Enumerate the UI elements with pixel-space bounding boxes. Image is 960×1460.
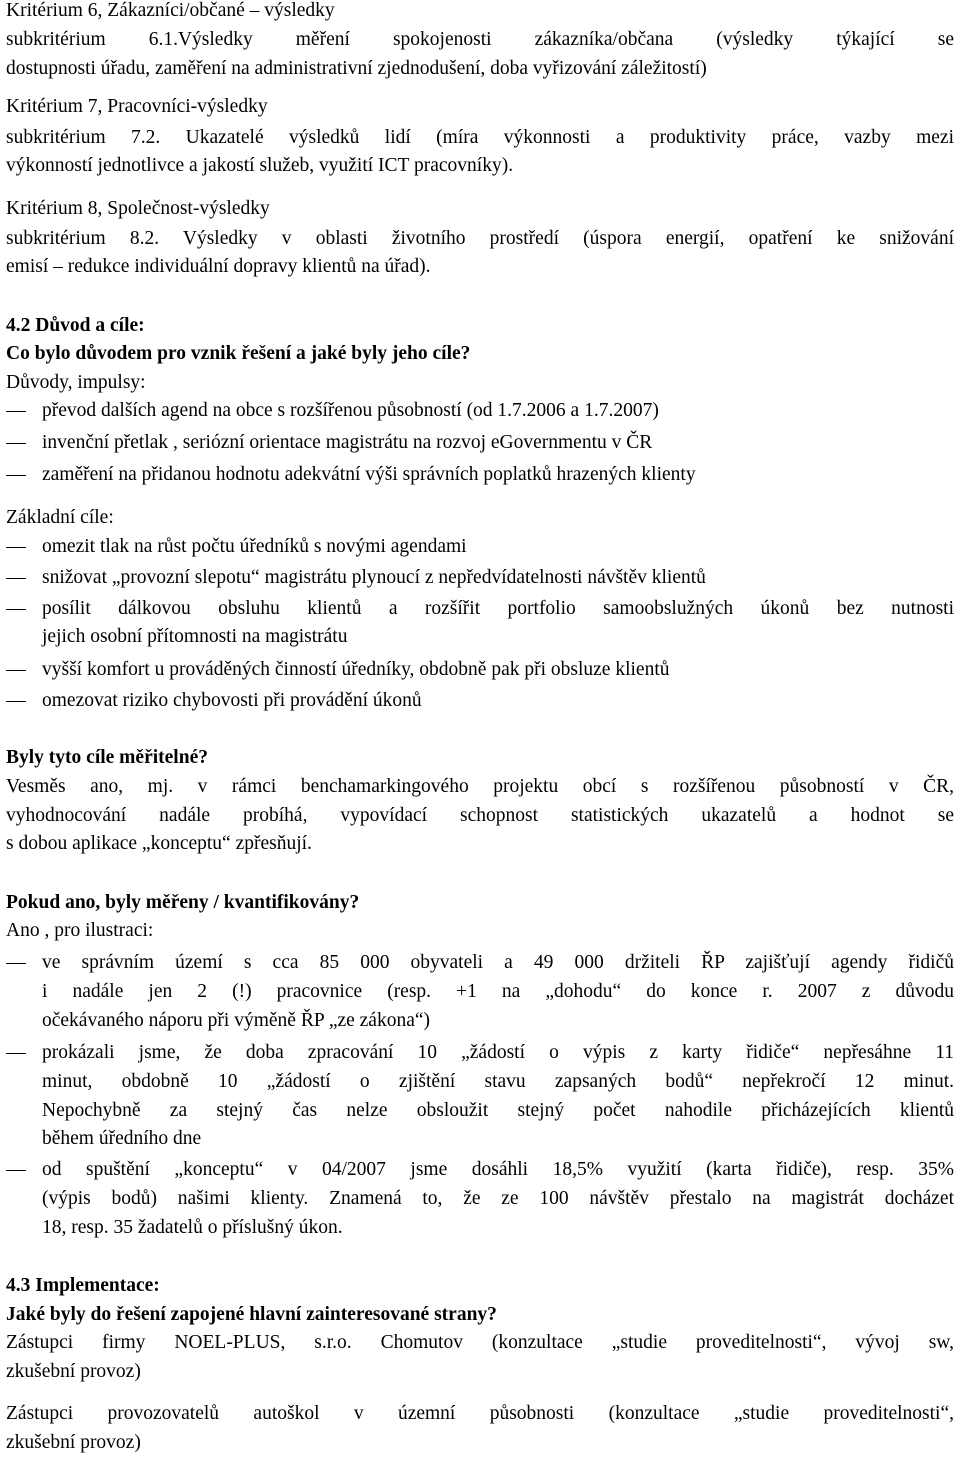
goal-item-cont: jejich osobní přítomnosti na magistrátu <box>42 626 348 647</box>
stakeholder-item: Zástupci provozovatelů autoškol v územní působnosti (konzultace „studie proveditelnosti“, <box>6 1403 954 1424</box>
bullet-dash <box>6 670 26 671</box>
measure-item-cont: i nadále jen 2 (!) pracovnice (resp. +1 na „dohodu“ do konce r. 2007 z důvodu <box>42 981 954 1002</box>
subcriterion-7-2-text-cont: výkonností jednotlivce a jakostí služeb, využití ICT pracovníky). <box>6 155 514 176</box>
bullet-dash <box>6 578 26 579</box>
measure-item-cont: 18, resp. 35 žadatelů o příslušný úkon. <box>42 1217 343 1238</box>
measurable-answer-cont: s dobou aplikace „konceptu“ zpřesňují. <box>6 833 312 854</box>
bullet-dash <box>6 411 26 412</box>
measure-item-cont: Nepochybně za stejný čas nelze obsloužit stejný počet nahodile přicházejících klientů <box>42 1100 954 1121</box>
subcriterion-6-1-text-cont: dostupnosti úřadu, zaměření na administrativní zjednodušení, doba vyřizování záležitostí) <box>6 58 707 79</box>
section-4-2-heading: 4.2 Důvod a cíle: <box>6 315 145 336</box>
bullet-dash <box>6 1053 26 1054</box>
measure-item-cont: očekávaného náporu při výměně ŘP „ze zákona“) <box>42 1010 431 1031</box>
bullet-dash <box>6 475 26 476</box>
bullet-dash <box>6 609 26 610</box>
goal-item: vyšší komfort u prováděných činností úředníky, obdobně pak při obsluze klientů <box>42 659 670 680</box>
measurable-question: Byly tyto cíle měřitelné? <box>6 747 208 768</box>
illustration-label: Ano , pro ilustraci: <box>6 920 154 941</box>
goal-item: omezovat riziko chybovosti při provádění úkonů <box>42 690 422 711</box>
quantified-question: Pokud ano, byly měřeny / kvantifikovány? <box>6 892 360 913</box>
measure-item-cont: (výpis bodů) našimi klienty. Znamená to, že ze 100 návštěv přestalo na magistrát docházet <box>42 1188 954 1209</box>
bullet-dash <box>6 547 26 548</box>
goal-item: posílit dálkovou obsluhu klientů a rozšířit portfolio samoobslužných úkonů bez nutnosti <box>42 598 954 619</box>
stakeholders-question: Jaké byly do řešení zapojené hlavní zainteresované strany? <box>6 1304 497 1325</box>
measure-item: prokázali jsme, že doba zpracování 10 „žádostí o výpis z karty řidiče“ nepřesáhne 11 <box>42 1042 954 1063</box>
goal-item: omezit tlak na růst počtu úředníků s novými agendami <box>42 536 467 557</box>
reason-item: převod dalších agend na obce s rozšířenou působností (od 1.7.2006 a 1.7.2007) <box>42 400 659 421</box>
subcriterion-8-2-text: subkritérium 8.2. Výsledky v oblasti životního prostředí (úspora energií, opatření ke snižování <box>6 228 954 249</box>
bullet-dash <box>6 1170 26 1171</box>
section-4-2-question: Co bylo důvodem pro vznik řešení a jaké byly jeho cíle? <box>6 343 471 364</box>
section-4-3-heading: 4.3 Implementace: <box>6 1275 160 1296</box>
measure-item: ve správním území s cca 85 000 obyvateli a 49 000 držiteli ŘP zajišťují agendy řidičů <box>42 952 954 973</box>
bullet-dash <box>6 443 26 444</box>
measure-item-cont: minut, obdobně 10 „žádostí o zjištění stavu zapsaných bodů“ nepřekročí 12 minut. <box>42 1071 954 1092</box>
reason-item: invenční přetlak , seriózní orientace magistrátu na rozvoj eGovernmentu v ČR <box>42 432 653 453</box>
measurable-answer: Vesměs ano, mj. v rámci benchamarkingového projektu obcí s rozšířenou působností v ČR, <box>6 776 954 797</box>
subcriterion-7-2-text: subkritérium 7.2. Ukazatelé výsledků lidí (míra výkonnosti a produktivity práce, vazby mezi <box>6 127 954 148</box>
subcriterion-6-1-text: subkritérium 6.1.Výsledky měření spokojenosti zákazníka/občana (výsledky týkající se <box>6 29 954 50</box>
stakeholder-item-cont: zkušební provoz) <box>6 1432 141 1453</box>
reason-item: zaměření na přidanou hodnotu adekvátní výši správních poplatků hrazených klienty <box>42 464 696 485</box>
measure-item-cont: během úředního dne <box>42 1128 202 1149</box>
measure-item: od spuštění „konceptu“ v 04/2007 jsme dosáhli 18,5% využití (karta řidiče), resp. 35% <box>42 1159 954 1180</box>
bullet-dash <box>6 701 26 702</box>
goals-label: Základní cíle: <box>6 507 114 528</box>
criterion-8-heading: Kritérium 8, Společnost-výsledky <box>6 198 270 219</box>
stakeholder-item-cont: zkušební provoz) <box>6 1361 141 1382</box>
criterion-7-heading: Kritérium 7, Pracovníci-výsledky <box>6 96 268 117</box>
goal-item: snižovat „provozní slepotu“ magistrátu plynoucí z nepředvídatelnosti návštěv klientů <box>42 567 706 588</box>
subcriterion-8-2-text-cont: emisí – redukce individuální dopravy klientů na úřad). <box>6 256 431 277</box>
stakeholder-item: Zástupci firmy NOEL-PLUS, s.r.o. Chomutov (konzultace „studie proveditelnosti“, vývoj sw, <box>6 1332 954 1353</box>
reasons-label: Důvody, impulsy: <box>6 372 146 393</box>
criterion-6-heading: Kritérium 6, Zákazníci/občané – výsledky <box>6 0 335 21</box>
bullet-dash <box>6 963 26 964</box>
measurable-answer-cont: vyhodnocování nadále probíhá, vypovídací schopnost statistických ukazatelů a hodnot se <box>6 805 954 826</box>
